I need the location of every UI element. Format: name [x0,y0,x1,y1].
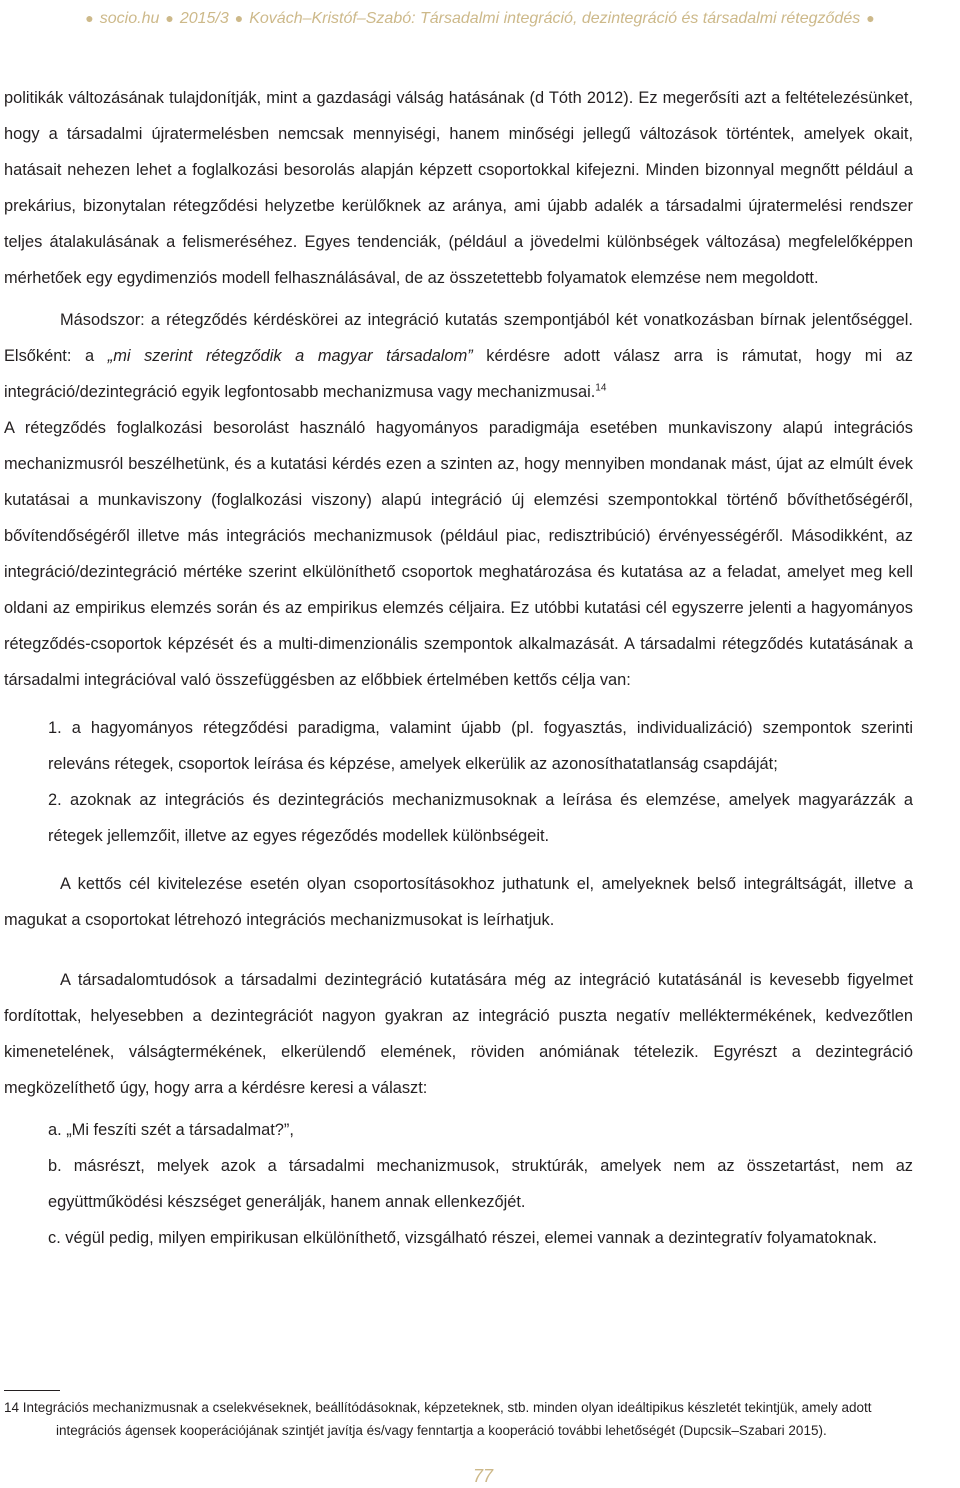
list-item: c. végül pedig, milyen empirikusan elkülöníthető, vizsgálható részei, elemei vannak a dezintegratív folyamatoknak. [48,1229,878,1247]
paragraph-4: A kettős cél kivitelezése esetén olyan csoportosításokhoz juthatunk el, amelyeknek belső integráltságát, illetve a magukat a csoportokat létrehozó integrációs mechanizmusokat is leírhatjuk. [4,875,913,929]
numbered-list [4,710,913,854]
emphasis-question: „mi szerint rétegződik a magyar társadalom” [107,347,473,365]
bullet-icon: ● [234,10,244,26]
list-item: b. másrészt, melyek azok a társadalmi mechanizmusok, struktúrák, amelyek nem az összetartást, nem az együttműködési készséget generálják, hanem annak ellenkezőjét. [48,1157,913,1211]
header-site: socio.hu [99,10,160,27]
list-item: 2. azoknak az integrációs és dezintegrációs mechanizmusoknak a leírása és elemzése, amelyek magyarázzák a rétegek jellemzőit, illetve az egyes régeződés modellek különbségeit. [48,791,913,845]
paragraph-1: politikák változásának tulajdonítják, mint a gazdasági válság hatásának (d Tóth 2012). Ez megerősíti azt a feltételezésünket, hogy a társadalmi újratermelésben nemcsak mennyiségi, hanem minőségi jellegű változások történtek, amelyek okait, hatásait nehezen lehet a foglalkozási besorolás alapján képzett csoportokkal kifejezni. Minden bizonnyal megnőtt például a prekárius, bizonytalan rétegződési helyzetbe kerülőknek az aránya, ami újabb adalék a társadalmi újratermelési rendszer teljes átalakulásának a felismeréséhez. Egyes tendenciák, (például a jövedelmi különbségek változása) megfelelőképpen mérhetőek egy egydimenziós modell felhasználásával, de az összetettebb folyamatok elemzése nem megoldott. [4,89,913,287]
footnote-ref[interactable]: 14 [595,382,607,394]
paragraph-2: Másodszor: a rétegződés kérdéskörei az integráció kutatás szempontjából két vonatkozásban bírnak jelentőséggel. Elsőként: a „mi szerint rétegződik a magyar társadalom” kérdésre adott válasz arra is rámutat, hogy mi az integráció/dezintegráció egyik legfontosabb mechanizmusa vagy mechanizmusai.$^{14}$ [4,311,913,401]
footnote [4,1396,894,1442]
bullet-icon: ● [85,10,94,26]
list-item: 1. a hagyományos rétegződési paradigma, valamint újabb (pl. fogyasztás, individualizáció) szempontok szerinti releváns rétegek, csoportok leírása és képzése, amelyek elkerülik az azonosíthatatlanság csapdáját; [48,719,913,773]
header-authors: Kovách–Kristóf–Szabó: Társadalmi integráció, dezintegráció és társadalmi rétegződés [249,10,861,27]
bullet-icon: ● [165,10,174,26]
lettered-list [4,1112,913,1256]
page-number: 77 [472,1466,494,1486]
footnote-14: 14 Integrációs mechanizmusnak a cselekvéseknek, beállítódásoknak, képzeteknek, stb. minden olyan ideáltipikus készletét tekintjük, amely adott integrációs ágensek kooperációjának szintjét javítja és/vagy fenntartja a kooperáció további lehetőségét (Dupcsik–Szabari 2015). [4,1400,872,1438]
paragraph-3: A rétegződés foglalkozási besorolást használó hagyományos paradigmája esetében munkaviszony alapú integrációs mechanizmusról beszélhetünk, és a kutatási kérdés ezen a szinten az, hogy mennyiben mondanak mást, újat az elmúlt évek kutatásai a munkaviszony (foglalkozási viszony) alapú integráció új elemzési szempontokkal történő bővíthetőségéről, bővítendőségéről illetve más integrációs mechanizmusok (például piac, redisztribúció) érvényességéről. Másodikként, az integráció/dezintegráció mértéke szerint elkülöníthető csoportok meghatározása és kutatása az a feladat, amelyet meg kell oldani az empirikus elemzés során és az empirikus elemzés céljaira. Ez utóbbi kutatási cél egyszerre jelenti a hagyományos rétegződés-csoportok képzését és a multi-dimenzionális szempontok alkalmazását. A társadalmi rétegződés kutatásának a társadalmi integrációval való összefüggésben az előbbiek értelmében kettős célja van: [4,419,913,689]
footnote-divider [4,1390,60,1391]
header-issue: 2015/3 [179,10,229,27]
paragraph-5: A társadalomtudósok a társadalmi dezintegráció kutatására még az integráció kutatásánál is kevesebb figyelmet fordítottak, helyesebben a dezintegrációt nagyon gyakran az integráció puszta negatív melléktermékének, kedvezőtlen kimenetelének, válságtermékének, elkerülendő elemének, röviden anómiának tételezik. Egyrészt a dezintegráció megközelíthető úgy, hogy arra a kérdésre keresi a választ: [4,971,913,1097]
article-body [4,80,913,1256]
running-header [0,4,960,32]
list-item: a. „Mi feszíti szét a társadalmat?”, [48,1121,294,1139]
bullet-icon: ● [866,10,875,26]
